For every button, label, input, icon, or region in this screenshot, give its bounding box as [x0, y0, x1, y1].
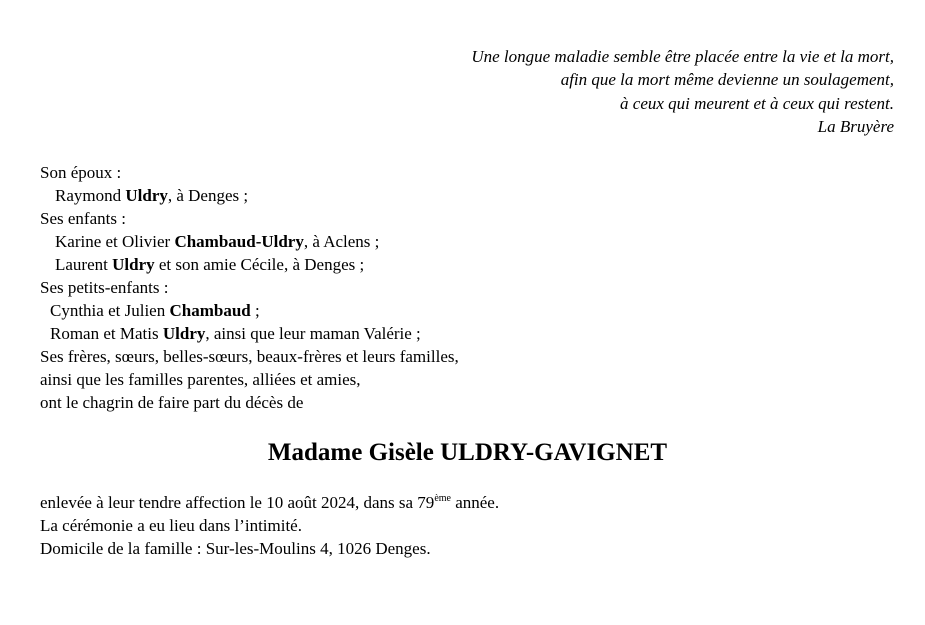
family-closing-line: Ses frères, sœurs, belles-sœurs, beaux-frères et leurs familles, [40, 347, 459, 366]
spouse-entry: Raymond Uldry, à Denges ; [55, 186, 249, 205]
family-closing-line: ont le chagrin de faire part du décès de [40, 393, 304, 412]
details [40, 491, 499, 560]
surname: Uldry [162, 324, 206, 343]
epigraph-author: La Bruyère [817, 116, 894, 136]
grandchildren-heading: Ses petits-enfants : [40, 278, 169, 297]
passing-line: enlevée à leur tendre affection le 10 août 2024, dans sa 79ème année. [40, 493, 500, 512]
surname: Chambaud-Uldry [174, 232, 304, 251]
address-line: Domicile de la famille : Sur-les-Moulins 4, 1026 Denges. [40, 539, 431, 558]
spouse-heading: Son époux : [40, 163, 122, 182]
children-heading: Ses enfants : [40, 209, 126, 228]
surname: Uldry [125, 186, 168, 205]
deceased-name: Madame Gisèle ULDRY-GAVIGNET [267, 439, 668, 466]
grandchild-entry: Roman et Matis Uldry, ainsi que leur maman Valérie ; [50, 324, 421, 343]
epigraph-line: Une longue maladie semble être placée entre la vie et la mort, [471, 47, 894, 66]
epigraph-line: à ceux qui meurent et à ceux qui restent. [620, 93, 894, 113]
epigraph-line: afin que la mort même devienne un soulagement, [560, 70, 894, 90]
family-list [40, 161, 459, 414]
child-entry: Karine et Olivier Chambaud-Uldry, à Aclens ; [55, 232, 380, 251]
grandchild-entry: Cynthia et Julien Chambaud ; [50, 301, 260, 320]
surname: Uldry [112, 255, 155, 274]
ceremony-line: La cérémonie a eu lieu dans l’intimité. [40, 516, 302, 535]
family-closing-line: ainsi que les familles parentes, alliées et amies, [40, 370, 361, 389]
surname: Chambaud [169, 301, 251, 320]
child-entry: Laurent Uldry et son amie Cécile, à Denges ; [55, 255, 365, 274]
epigraph [471, 45, 894, 138]
ordinal-suffix: ème [434, 493, 451, 504]
